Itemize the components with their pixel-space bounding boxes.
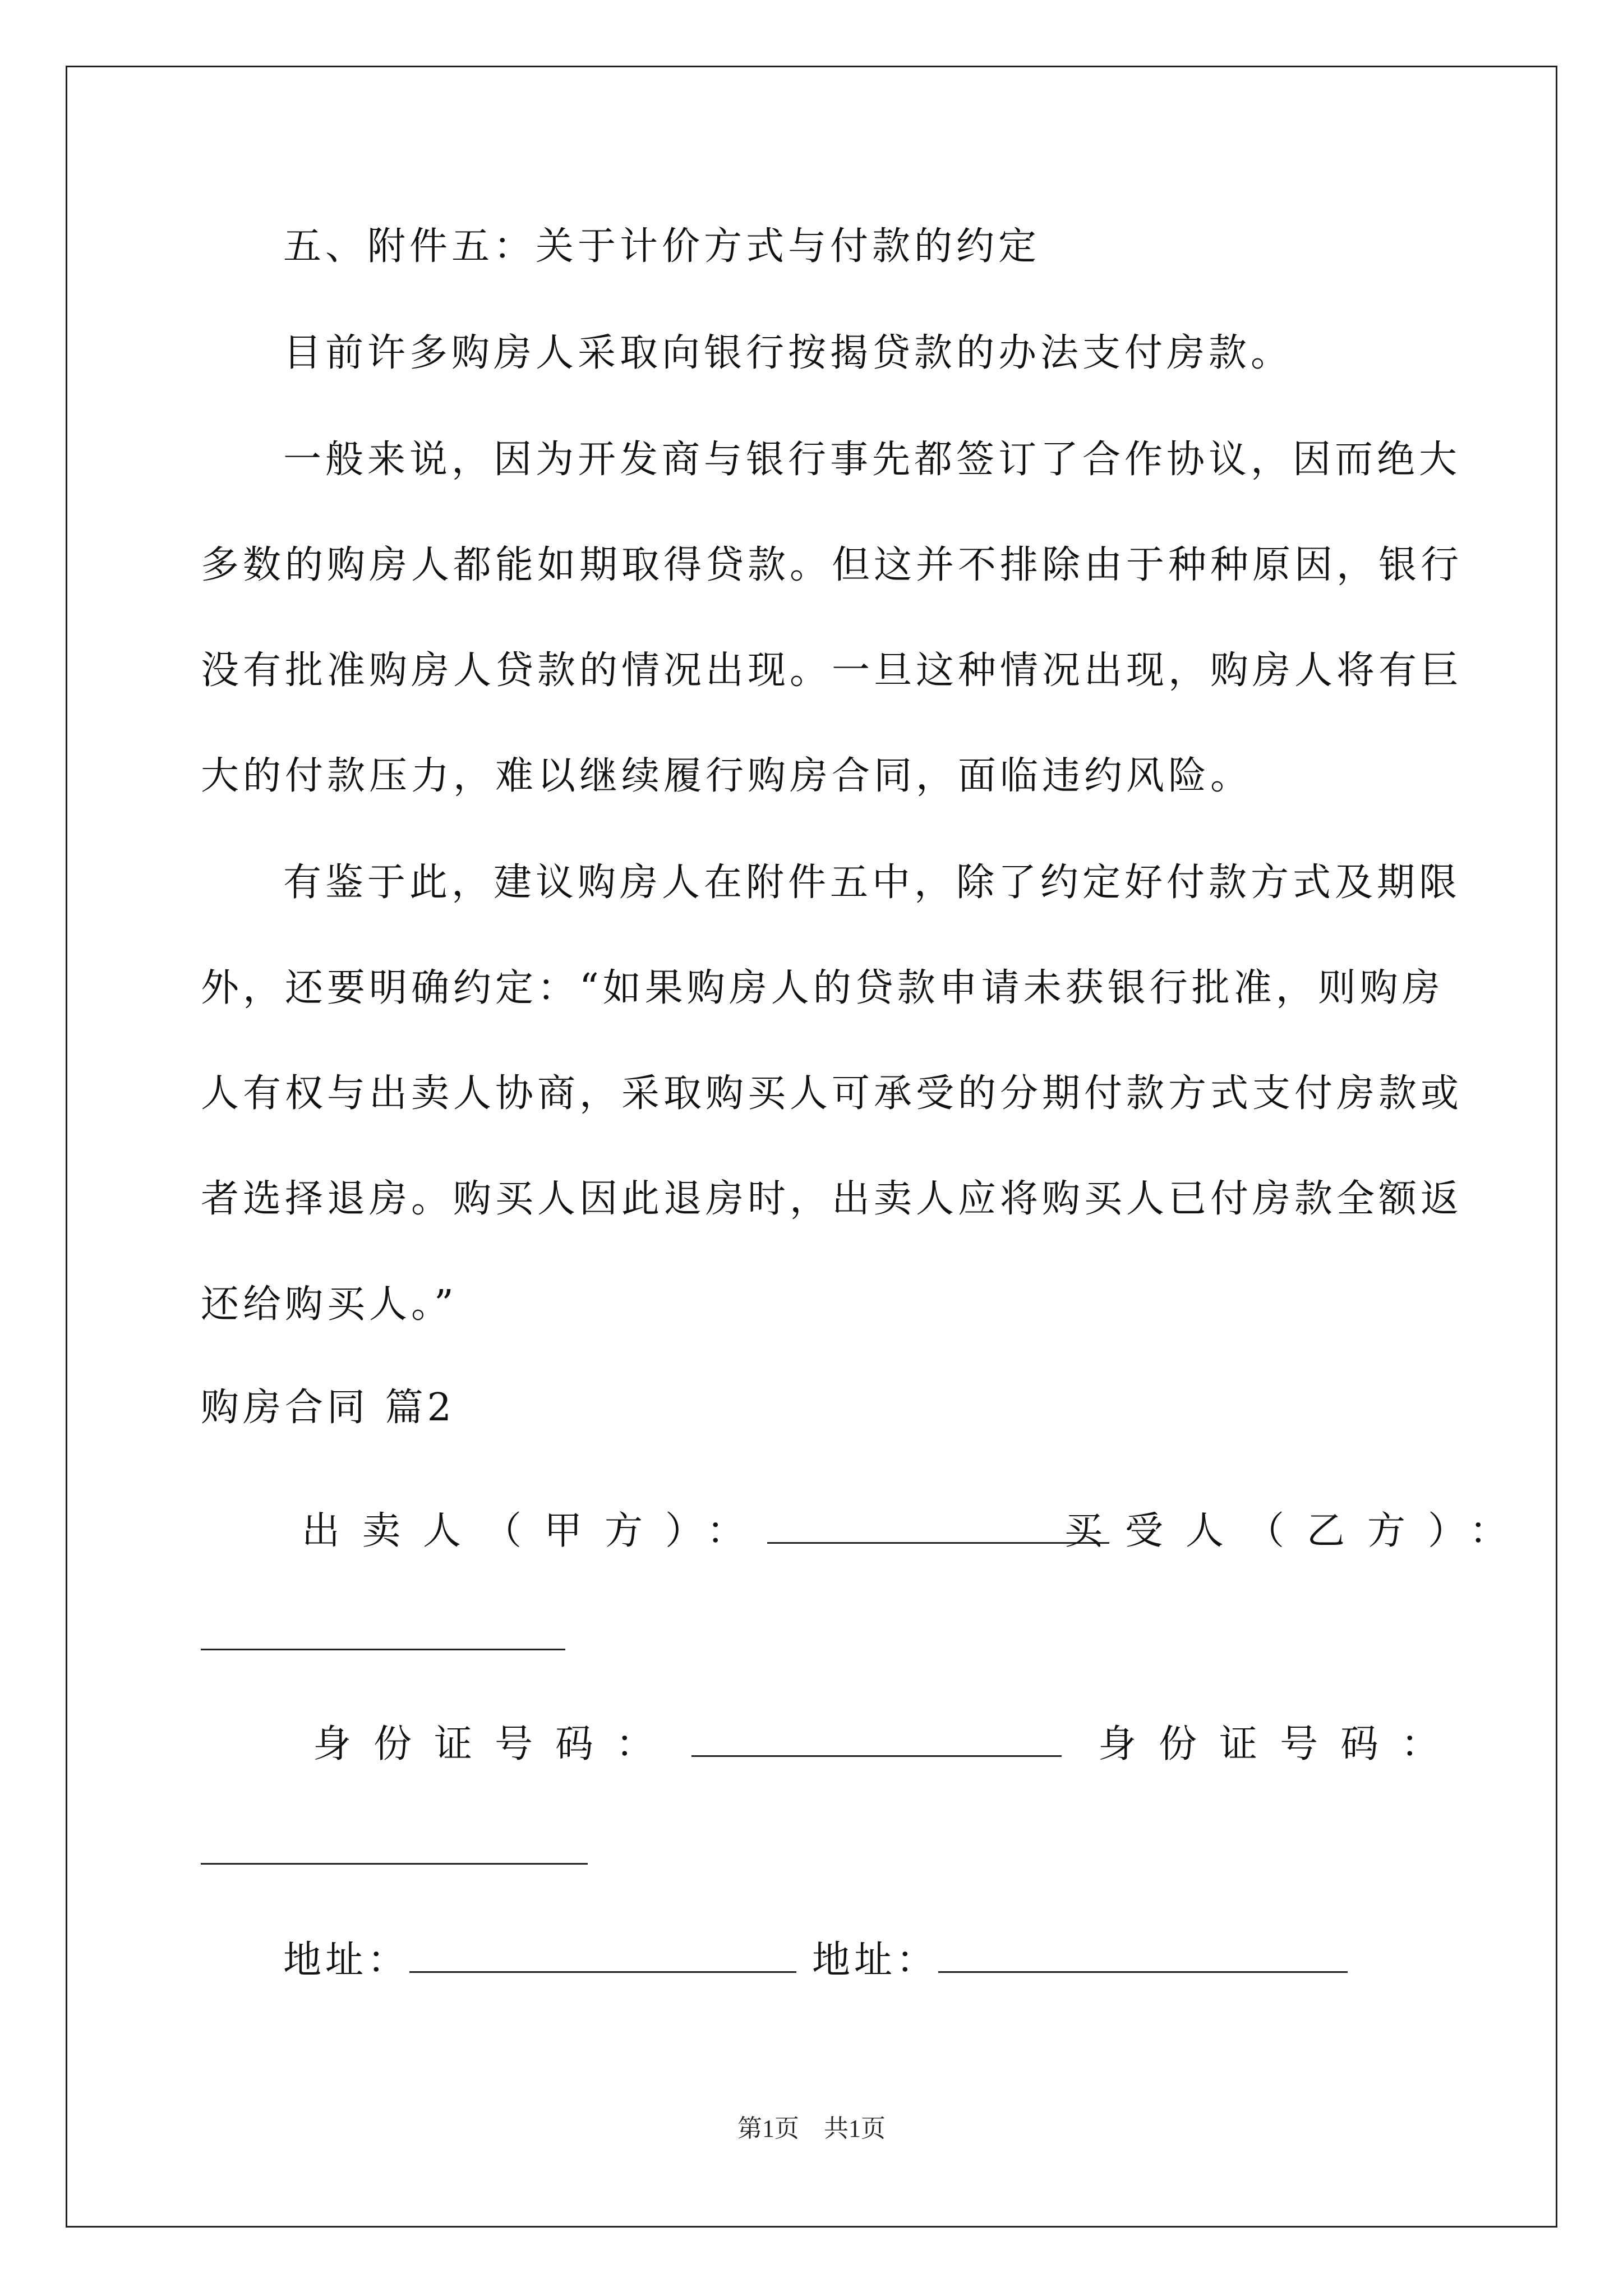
seller-blank[interactable] — [767, 1510, 1109, 1544]
paragraph-line: 大的付款压力，难以继续履行购房合同，面临违约风险。 — [201, 754, 1253, 798]
id-row-2 — [1098, 1722, 1461, 1767]
id-blank-2[interactable] — [201, 1830, 588, 1865]
paragraph-line: 外，还要明确约定：“如果购房人的贷款申请未获银行批准，则购房 — [201, 966, 1444, 1010]
paragraph-line: 多数的购房人都能如期取得贷款。但这并不排除由于种种原因，银行 — [201, 543, 1463, 587]
page-border — [66, 66, 1557, 2228]
address-row-2 — [812, 1938, 1348, 1983]
paragraph-line: 一般来说，因为开发商与银行事先都签订了合作协议，因而绝大 — [283, 438, 1461, 482]
id-label-1: 身份证号码： — [313, 1722, 677, 1766]
seller-label: 出卖人（甲方）： — [302, 1509, 768, 1553]
id-blank-1[interactable] — [691, 1723, 1062, 1757]
paragraph-line: 目前许多购房人采取向银行按揭贷款的办法支付房款。 — [283, 331, 1293, 375]
buyer-row — [1064, 1509, 1530, 1554]
paragraph-line: 有鉴于此，建议购房人在附件五中，除了约定好付款方式及期限 — [283, 861, 1461, 905]
id-blank-1-row — [691, 1722, 1062, 1767]
address-label-2: 地址： — [812, 1938, 939, 1982]
section-heading: 购房合同 篇2 — [201, 1386, 455, 1430]
buyer-blank-row — [201, 1616, 565, 1660]
address-blank-2[interactable] — [938, 1939, 1348, 1973]
section-title: 五、附件五：关于计价方式与付款的约定 — [283, 224, 1041, 269]
seller-row — [302, 1509, 1109, 1554]
paragraph-line: 人有权与出卖人协商，采取购买人可承受的分期付款方式支付房款或 — [201, 1071, 1463, 1116]
buyer-blank[interactable] — [201, 1616, 565, 1650]
address-row-1 — [283, 1938, 796, 1983]
id-blank-2-row — [201, 1830, 588, 1875]
paragraph-line: 者选择退房。购买人因此退房时，出卖人应将购买人已付房款全额返 — [201, 1177, 1463, 1221]
id-row-1 — [313, 1722, 676, 1767]
address-label-1: 地址： — [283, 1938, 410, 1982]
paragraph-line: 还给购买人。” — [201, 1282, 458, 1327]
id-label-2: 身份证号码： — [1098, 1722, 1462, 1766]
buyer-label: 买受人（乙方）： — [1064, 1509, 1530, 1553]
page-footer: 第1页 共1页 — [737, 2115, 886, 2142]
address-blank-1[interactable] — [409, 1939, 796, 1973]
paragraph-line: 没有批准购房人贷款的情况出现。一旦这种情况出现，购房人将有巨 — [201, 648, 1463, 693]
